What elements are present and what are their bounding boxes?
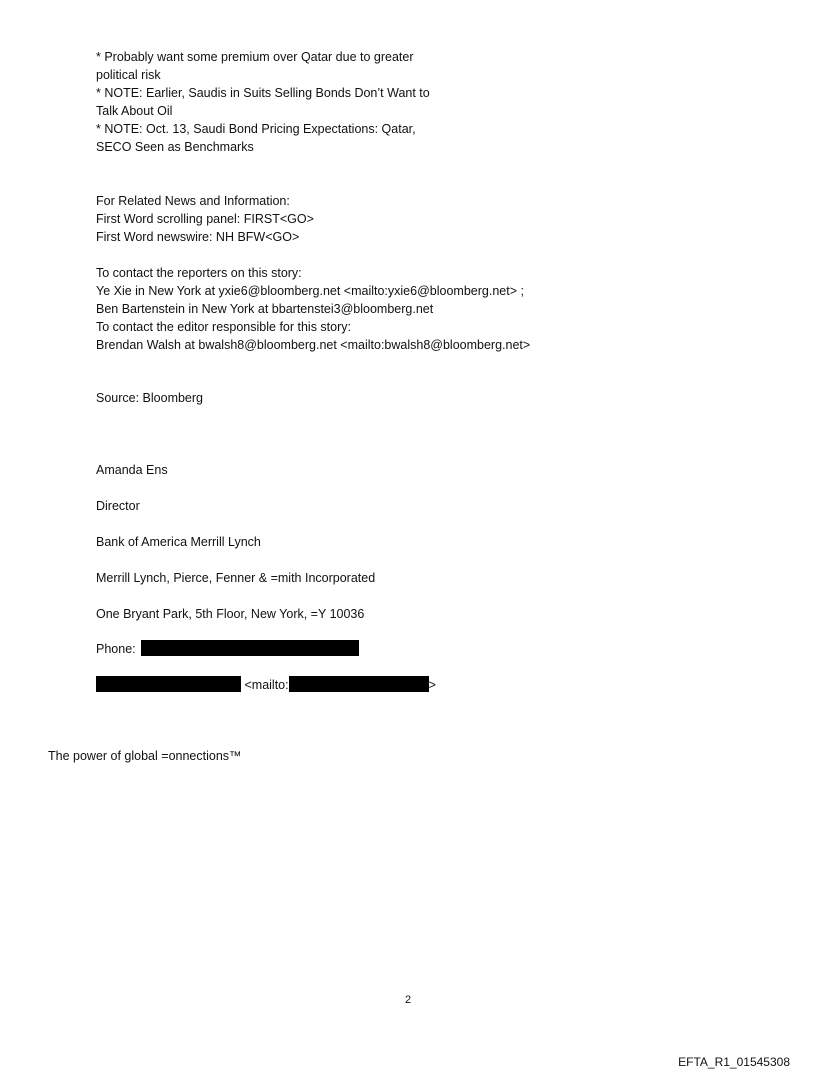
contact-line-2: Ben Bartenstein in New York at bbartenstei3@bloomberg.net [96,302,434,316]
note-line-2: political risk [96,68,161,82]
phone-redaction [141,640,359,656]
signature-phone-row [96,640,359,658]
signature-name: Amanda Ens [96,463,168,477]
note-line-1: * Probably want some premium over Qatar due to greater [96,50,414,64]
signature-address: One Bryant Park, 5th Floor, New York, =Y 10036 [96,607,365,621]
related-line-2: First Word newswire: NH BFW<GO> [96,230,300,244]
editor-line: Brendan Walsh at bwalsh8@bloomberg.net <mailto:bwalsh8@bloomberg.net> [96,338,531,352]
note-line-3: * NOTE: Earlier, Saudis in Suits Selling Bonds Don’t Want to [96,86,430,100]
signature-legal-entity: Merrill Lynch, Pierce, Fenner & =mith Incorporated [96,571,376,585]
mailto-open: <mailto: [244,678,289,692]
phone-label: Phone: [96,642,136,656]
document-id: EFTA_R1_01545308 [678,1055,790,1069]
related-heading: For Related News and Information: [96,194,290,208]
page-number: 2 [405,994,412,1006]
tagline: The power of global =onnections™ [48,749,242,763]
signature-company: Bank of America Merrill Lynch [96,535,261,549]
note-line-6: SECO Seen as Benchmarks [96,140,254,154]
source-line: Source: Bloomberg [96,391,204,405]
mailto-close: > [428,678,436,692]
signature-email-row [96,676,436,694]
contact-line-1: Ye Xie in New York at yxie6@bloomberg.net <mailto:yxie6@bloomberg.net> ; [96,284,524,298]
note-line-4: Talk About Oil [96,104,173,118]
signature-title: Director [96,499,140,513]
mailto-redaction [289,676,429,692]
contact-heading: To contact the reporters on this story: [96,266,302,280]
email-redaction [96,676,241,692]
editor-heading: To contact the editor responsible for this story: [96,320,351,334]
related-line-1: First Word scrolling panel: FIRST<GO> [96,212,314,226]
note-line-5: * NOTE: Oct. 13, Saudi Bond Pricing Expectations: Qatar, [96,122,416,136]
